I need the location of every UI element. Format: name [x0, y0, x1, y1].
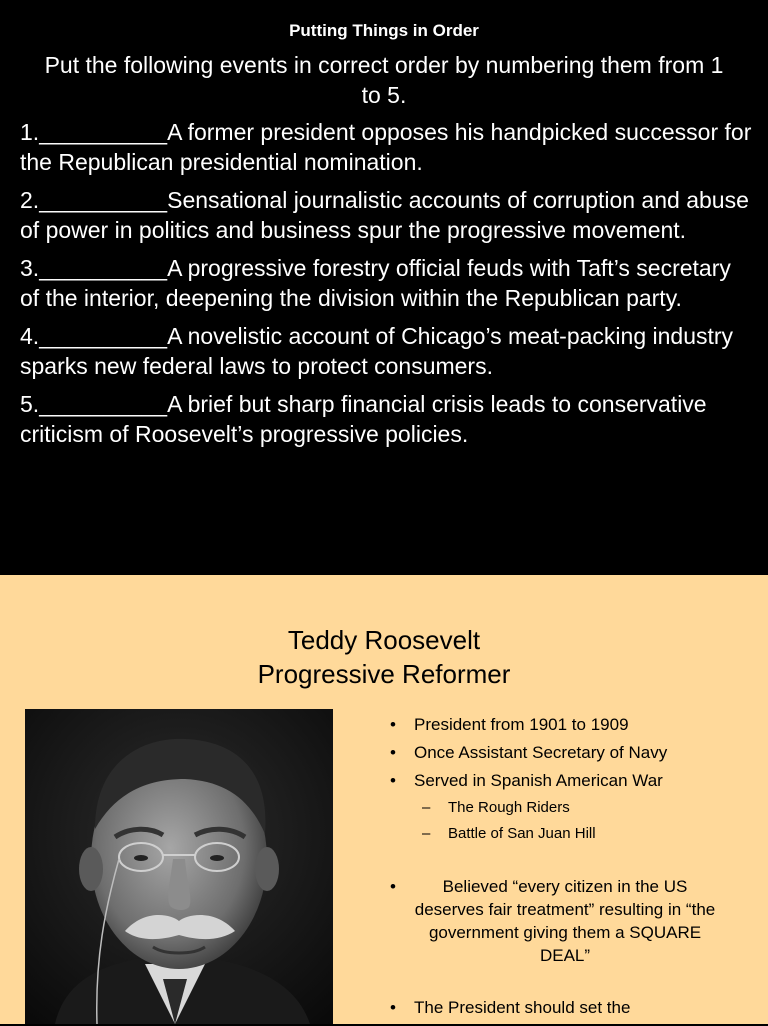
event-number: 2.: [20, 187, 40, 213]
event-text: A former president opposes his handpicked successor for the Republican presidential nomination.: [20, 119, 752, 175]
bullet-item: • Served in Spanish American War: [390, 771, 750, 791]
event-number: 1.: [20, 119, 40, 145]
event-list: [20, 117, 755, 457]
bullet-item: • Once Assistant Secretary of Navy: [390, 743, 750, 763]
slide-title: Putting Things in Order: [289, 21, 479, 40]
event-text: Sensational journalistic accounts of corruption and abuse of power in politics and business spur the progressive movement.: [20, 187, 749, 243]
answer-blank: __________: [39, 255, 168, 281]
instruction-text: Put the following events in correct order by numbering them from 1 to 5.: [44, 52, 724, 108]
slide-title: [0, 623, 768, 691]
bullet-dot-icon: •: [390, 877, 396, 896]
answer-blank: __________: [39, 119, 168, 145]
title-line-2: Progressive Reformer: [257, 659, 511, 689]
event-text: A novelistic account of Chicago’s meat-packing industry sparks new federal laws to protect consumers.: [20, 323, 734, 379]
bullet-list-continued: [390, 998, 750, 1026]
bullet-list: [390, 715, 750, 851]
event-item: [20, 117, 755, 177]
title-line-1: Teddy Roosevelt: [287, 625, 481, 655]
event-item: [20, 185, 755, 245]
event-number: 3.: [20, 255, 40, 281]
roosevelt-portrait: [25, 709, 333, 1024]
event-text: A brief but sharp financial crisis leads to conservative criticism of Roosevelt’s progressive policies.: [20, 391, 707, 447]
sub-bullet-item: – Battle of San Juan Hill: [390, 825, 750, 843]
portrait-image: [25, 709, 333, 1024]
event-number: 5.: [20, 391, 40, 417]
event-item: [20, 321, 755, 381]
sub-bullet-item: – The Rough Riders: [390, 799, 750, 817]
square-deal-bullet: [390, 875, 720, 967]
bullet-item: • President from 1901 to 1909: [390, 715, 750, 735]
event-number: 4.: [20, 323, 40, 349]
event-item: [20, 253, 755, 313]
answer-blank: __________: [39, 323, 168, 349]
bullet-item: • The President should set the: [390, 998, 750, 1018]
answer-blank: __________: [39, 391, 168, 417]
square-deal-text: Believed “every citizen in the US deserves fair treatment” resulting in “the government giving them a SQUARE DEAL”: [414, 877, 716, 965]
slide-teddy-roosevelt: [0, 575, 768, 1024]
event-item: [20, 389, 755, 449]
event-text: A progressive forestry official feuds with Taft’s secretary of the interior, deepening the division within the Republican party.: [20, 255, 731, 311]
answer-blank: __________: [39, 187, 168, 213]
